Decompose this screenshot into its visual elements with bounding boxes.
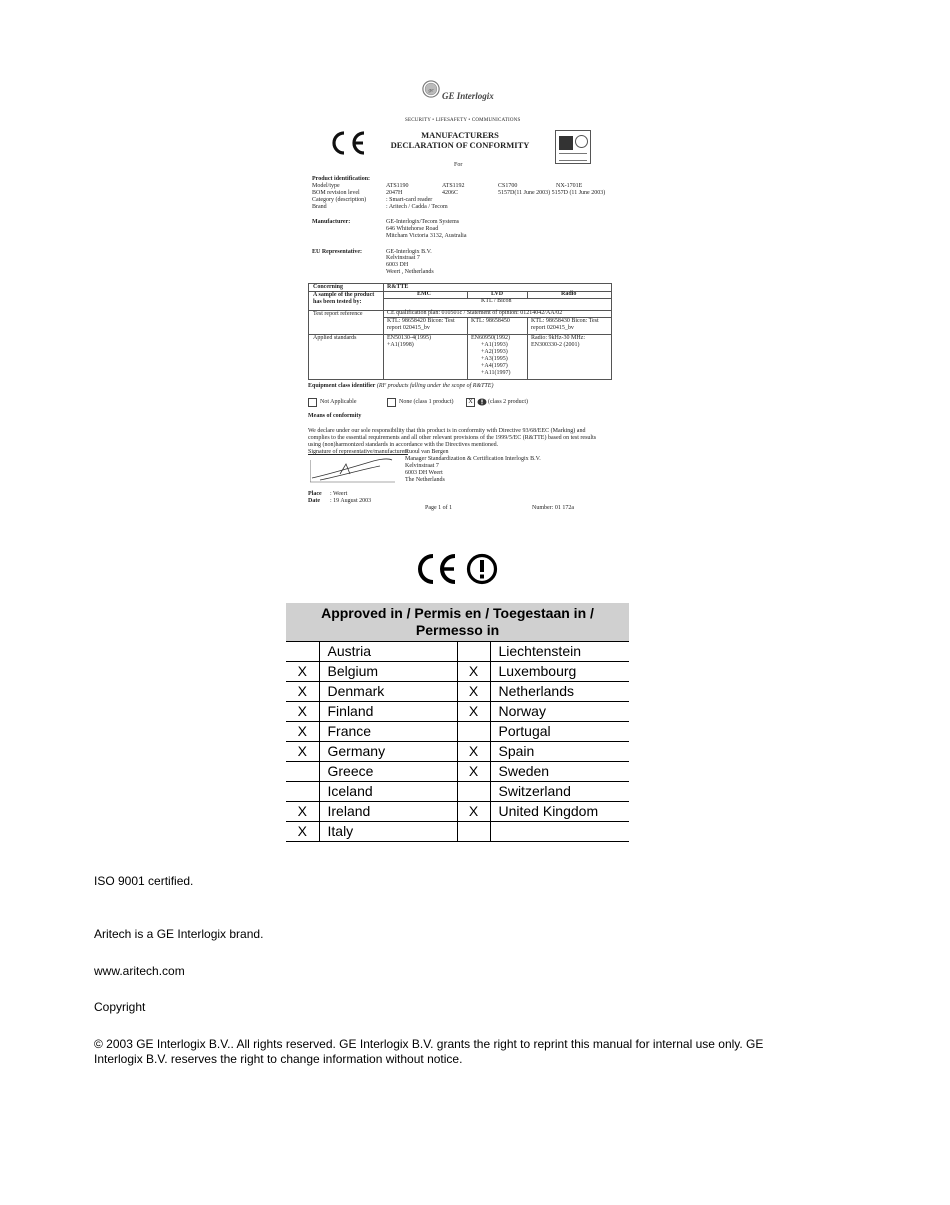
applied-standards-label: Applied standards (313, 335, 357, 341)
radio-report: KTL: 98658430 Bicon: Test report 020415_bv (531, 318, 599, 331)
brand-label: Brand (312, 204, 327, 210)
copyright-heading: Copyright (94, 1000, 146, 1014)
not-applicable-checkbox (308, 398, 317, 407)
test-report-line: CE qualification plan: 010501c / Statement of opinion: 01214042/AA/02 (387, 310, 563, 316)
category-label: Category (description) (312, 197, 367, 203)
test-results-table (308, 283, 612, 380)
model-value: ATS1190 (386, 183, 409, 189)
class2-label: (class 2 product) (488, 399, 528, 405)
lvd-standard: +A2(1993) (481, 349, 508, 355)
test-report-label: Test report reference (313, 311, 363, 317)
ge-logo-icon (422, 80, 440, 98)
title-line-1: MANUFACTURERS (421, 130, 499, 140)
bom-value: 5157D(11 June 2003) 5157D (11 June 2003) (498, 190, 606, 196)
country-row (286, 802, 629, 822)
country-name-left: Ireland (319, 802, 457, 822)
country-row (286, 782, 629, 802)
eu-rep-line: 6003 DH (386, 262, 409, 268)
country-name-left: France (319, 722, 457, 742)
approval-mark-right: X (457, 742, 490, 762)
handwritten-signature (310, 454, 395, 484)
approval-mark-left: X (286, 662, 319, 682)
date-label: Date (308, 498, 320, 504)
not-applicable-label: Not Applicable (320, 399, 357, 405)
date-value: : 19 August 2003 (330, 498, 372, 504)
for-label: For (454, 162, 463, 168)
country-name-left: Denmark (319, 682, 457, 702)
country-name-left: Germany (319, 742, 457, 762)
means-text-line: complies to the essential requirements and all other relevant provisions of the 1999/5/EC (R&TTE) based on test results (308, 435, 597, 441)
rep-line: Kelvinstraat 7 (405, 463, 439, 469)
class1-checkbox (387, 398, 396, 407)
sample-value: KTL / Bicon (481, 298, 512, 304)
country-name-left: Iceland (319, 782, 457, 802)
country-row (286, 722, 629, 742)
country-name-right: Spain (490, 742, 629, 762)
model-value: NX-1701E (556, 183, 583, 189)
equipment-class-label: Equipment class identifier (308, 383, 376, 389)
approval-mark-right: X (457, 702, 490, 722)
iso-certification-text: ISO 9001 certified. (94, 874, 194, 888)
country-row (286, 682, 629, 702)
approval-mark-left: X (286, 742, 319, 762)
radio-standard: Radio: 9kHz-30 MHz: EN300330-2 (2001) (531, 335, 585, 348)
lvd-standard: +A11(1997) (481, 370, 511, 376)
product-identification-label: Product identification: (312, 176, 371, 182)
place-value: : Weert (330, 491, 348, 497)
eu-rep-line: Kelvinstraat 7 (386, 255, 420, 261)
country-name-right: United Kingdom (490, 802, 629, 822)
approved-in-header: Approved in / Permis en / Toegestaan in / Permesso in (286, 603, 629, 642)
country-name-left: Austria (319, 642, 457, 662)
declaration-title (380, 130, 540, 150)
approval-mark-right: X (457, 762, 490, 782)
approval-mark-right (457, 722, 490, 742)
country-row (286, 742, 629, 762)
country-name-right: Portugal (490, 722, 629, 742)
alert-symbol-icon (477, 398, 487, 406)
equipment-class-note: (RF products falling under the scope of R&TTE) (376, 383, 494, 389)
country-row (286, 762, 629, 782)
copyright-line: Interlogix B.V. reserves the right to change information without notice. (94, 1052, 463, 1066)
manufacturer-label: Manufacturer: (312, 219, 351, 225)
lvd-standard: +A3(1995) (481, 356, 508, 362)
title-line-2: DECLARATION OF CONFORMITY (390, 140, 530, 150)
ce-alert-mark-icon (417, 552, 499, 586)
bom-label: BOM revision level (312, 190, 360, 196)
approval-mark-left: X (286, 822, 319, 842)
country-name-right: Norway (490, 702, 629, 722)
country-name-right: Luxembourg (490, 662, 629, 682)
country-name-right: Liechtenstein (490, 642, 629, 662)
lvd-standard: EN60950(1992) (471, 335, 510, 341)
eu-rep-line: GE-Interlogix B.V. (386, 249, 432, 255)
category-value: : Smart-card reader (386, 197, 433, 203)
brand-name: GE Interlogix (442, 91, 494, 101)
country-row (286, 662, 629, 682)
country-name-left: Belgium (319, 662, 457, 682)
model-type-label: Model/type (312, 183, 340, 189)
country-row (286, 702, 629, 722)
country-name-right: Switzerland (490, 782, 629, 802)
approval-mark-left: X (286, 682, 319, 702)
country-row (286, 642, 629, 662)
bom-value: 2047H (386, 190, 403, 196)
approval-mark-right (457, 822, 490, 842)
emc-report: KTL: 98658420 Bicon: Test report 020415_bv (387, 318, 455, 331)
model-value: ATS1192 (442, 183, 465, 189)
copyright-notice (94, 1037, 854, 1067)
concerning-value: R&TTE (387, 284, 409, 290)
bom-value: 4206C (442, 190, 459, 196)
page-number: Page 1 of 1 (425, 505, 453, 511)
col-emc: EMC (417, 291, 431, 297)
declaration-of-conformity-image (300, 78, 620, 520)
brand-note-text: Aritech is a GE Interlogix brand. (94, 927, 264, 941)
approval-mark-right (457, 642, 490, 662)
approval-mark-right (457, 782, 490, 802)
approval-mark-right: X (457, 662, 490, 682)
country-name-right: Netherlands (490, 682, 629, 702)
country-name-right (490, 822, 629, 842)
website-link[interactable]: www.aritech.com (94, 964, 185, 978)
approval-mark-left (286, 762, 319, 782)
brand-tagline: SECURITY • LIFESAFETY • COMMUNICATIONS (405, 118, 521, 123)
sample-label: A sample of the product has been tested by: (313, 292, 375, 305)
lvd-standard: +A1(1993) (481, 342, 508, 348)
country-name-left: Italy (319, 822, 457, 842)
certification-stamp-icon (555, 130, 591, 164)
manufacturer-line: GE-Interlogix/Tecom Systems (386, 219, 460, 225)
lvd-standard: +A4(1997) (481, 363, 508, 369)
col-lvd: LVD (491, 291, 504, 297)
approval-mark-left: X (286, 702, 319, 722)
approval-mark-left: X (286, 722, 319, 742)
model-value: CS1700 (498, 183, 518, 189)
rep-line: Manager Standardization & Certification Interlogix B.V. (405, 456, 541, 462)
approval-mark-left (286, 782, 319, 802)
country-name-right: Sweden (490, 762, 629, 782)
approval-mark-left: X (286, 802, 319, 822)
eu-representative-label: EU Representative: (312, 249, 363, 255)
signature-label: Signature of representative/manufacturer: (308, 449, 408, 455)
eu-rep-line: Weert , Netherlands (386, 269, 434, 275)
approval-mark-right: X (457, 802, 490, 822)
manufacturer-line: 646 Whitehorse Road (386, 226, 439, 232)
rep-line: 6003 DH Weert (405, 470, 443, 476)
means-text-line: We declare under our sole responsibility that this product is in conformity with Directive 93/68/EEC (Marking) and (308, 428, 586, 434)
class2-checkbox: X (466, 398, 475, 407)
rep-line: The Netherlands (405, 477, 445, 483)
approval-mark-left (286, 642, 319, 662)
rep-line: Ruoul van Bergen (405, 449, 449, 455)
means-text-line: using (non)harmonized standards in accordance with the Directives mentioned. (308, 442, 499, 448)
col-radio: Radio (561, 291, 577, 297)
country-name-left: Finland (319, 702, 457, 722)
ce-mark-icon (326, 128, 368, 158)
class1-label: None (class 1 product) (399, 399, 454, 405)
document-number: Number: 01 172a (532, 505, 574, 511)
approval-mark-right: X (457, 682, 490, 702)
lvd-report: KTL: 98658450 (471, 318, 510, 324)
place-label: Place (308, 491, 322, 497)
country-row (286, 822, 629, 842)
country-name-left: Greece (319, 762, 457, 782)
emc-standard: EN50130-4(1995) +A1(1998) (387, 335, 431, 348)
manufacturer-line: Mitcham Victoria 3132, Australia (386, 233, 467, 239)
approved-countries-table (286, 603, 629, 842)
concerning-label: Concerning (313, 284, 343, 290)
copyright-line: © 2003 GE Interlogix B.V.. All rights reserved. GE Interlogix B.V. grants the right to reprint this manual for internal use only. GE (94, 1037, 764, 1051)
means-of-conformity-label: Means of conformity (308, 413, 362, 419)
svg-text:ge: ge (428, 87, 434, 94)
brand-value: : Aritech / Cadda / Tecom (386, 204, 448, 210)
